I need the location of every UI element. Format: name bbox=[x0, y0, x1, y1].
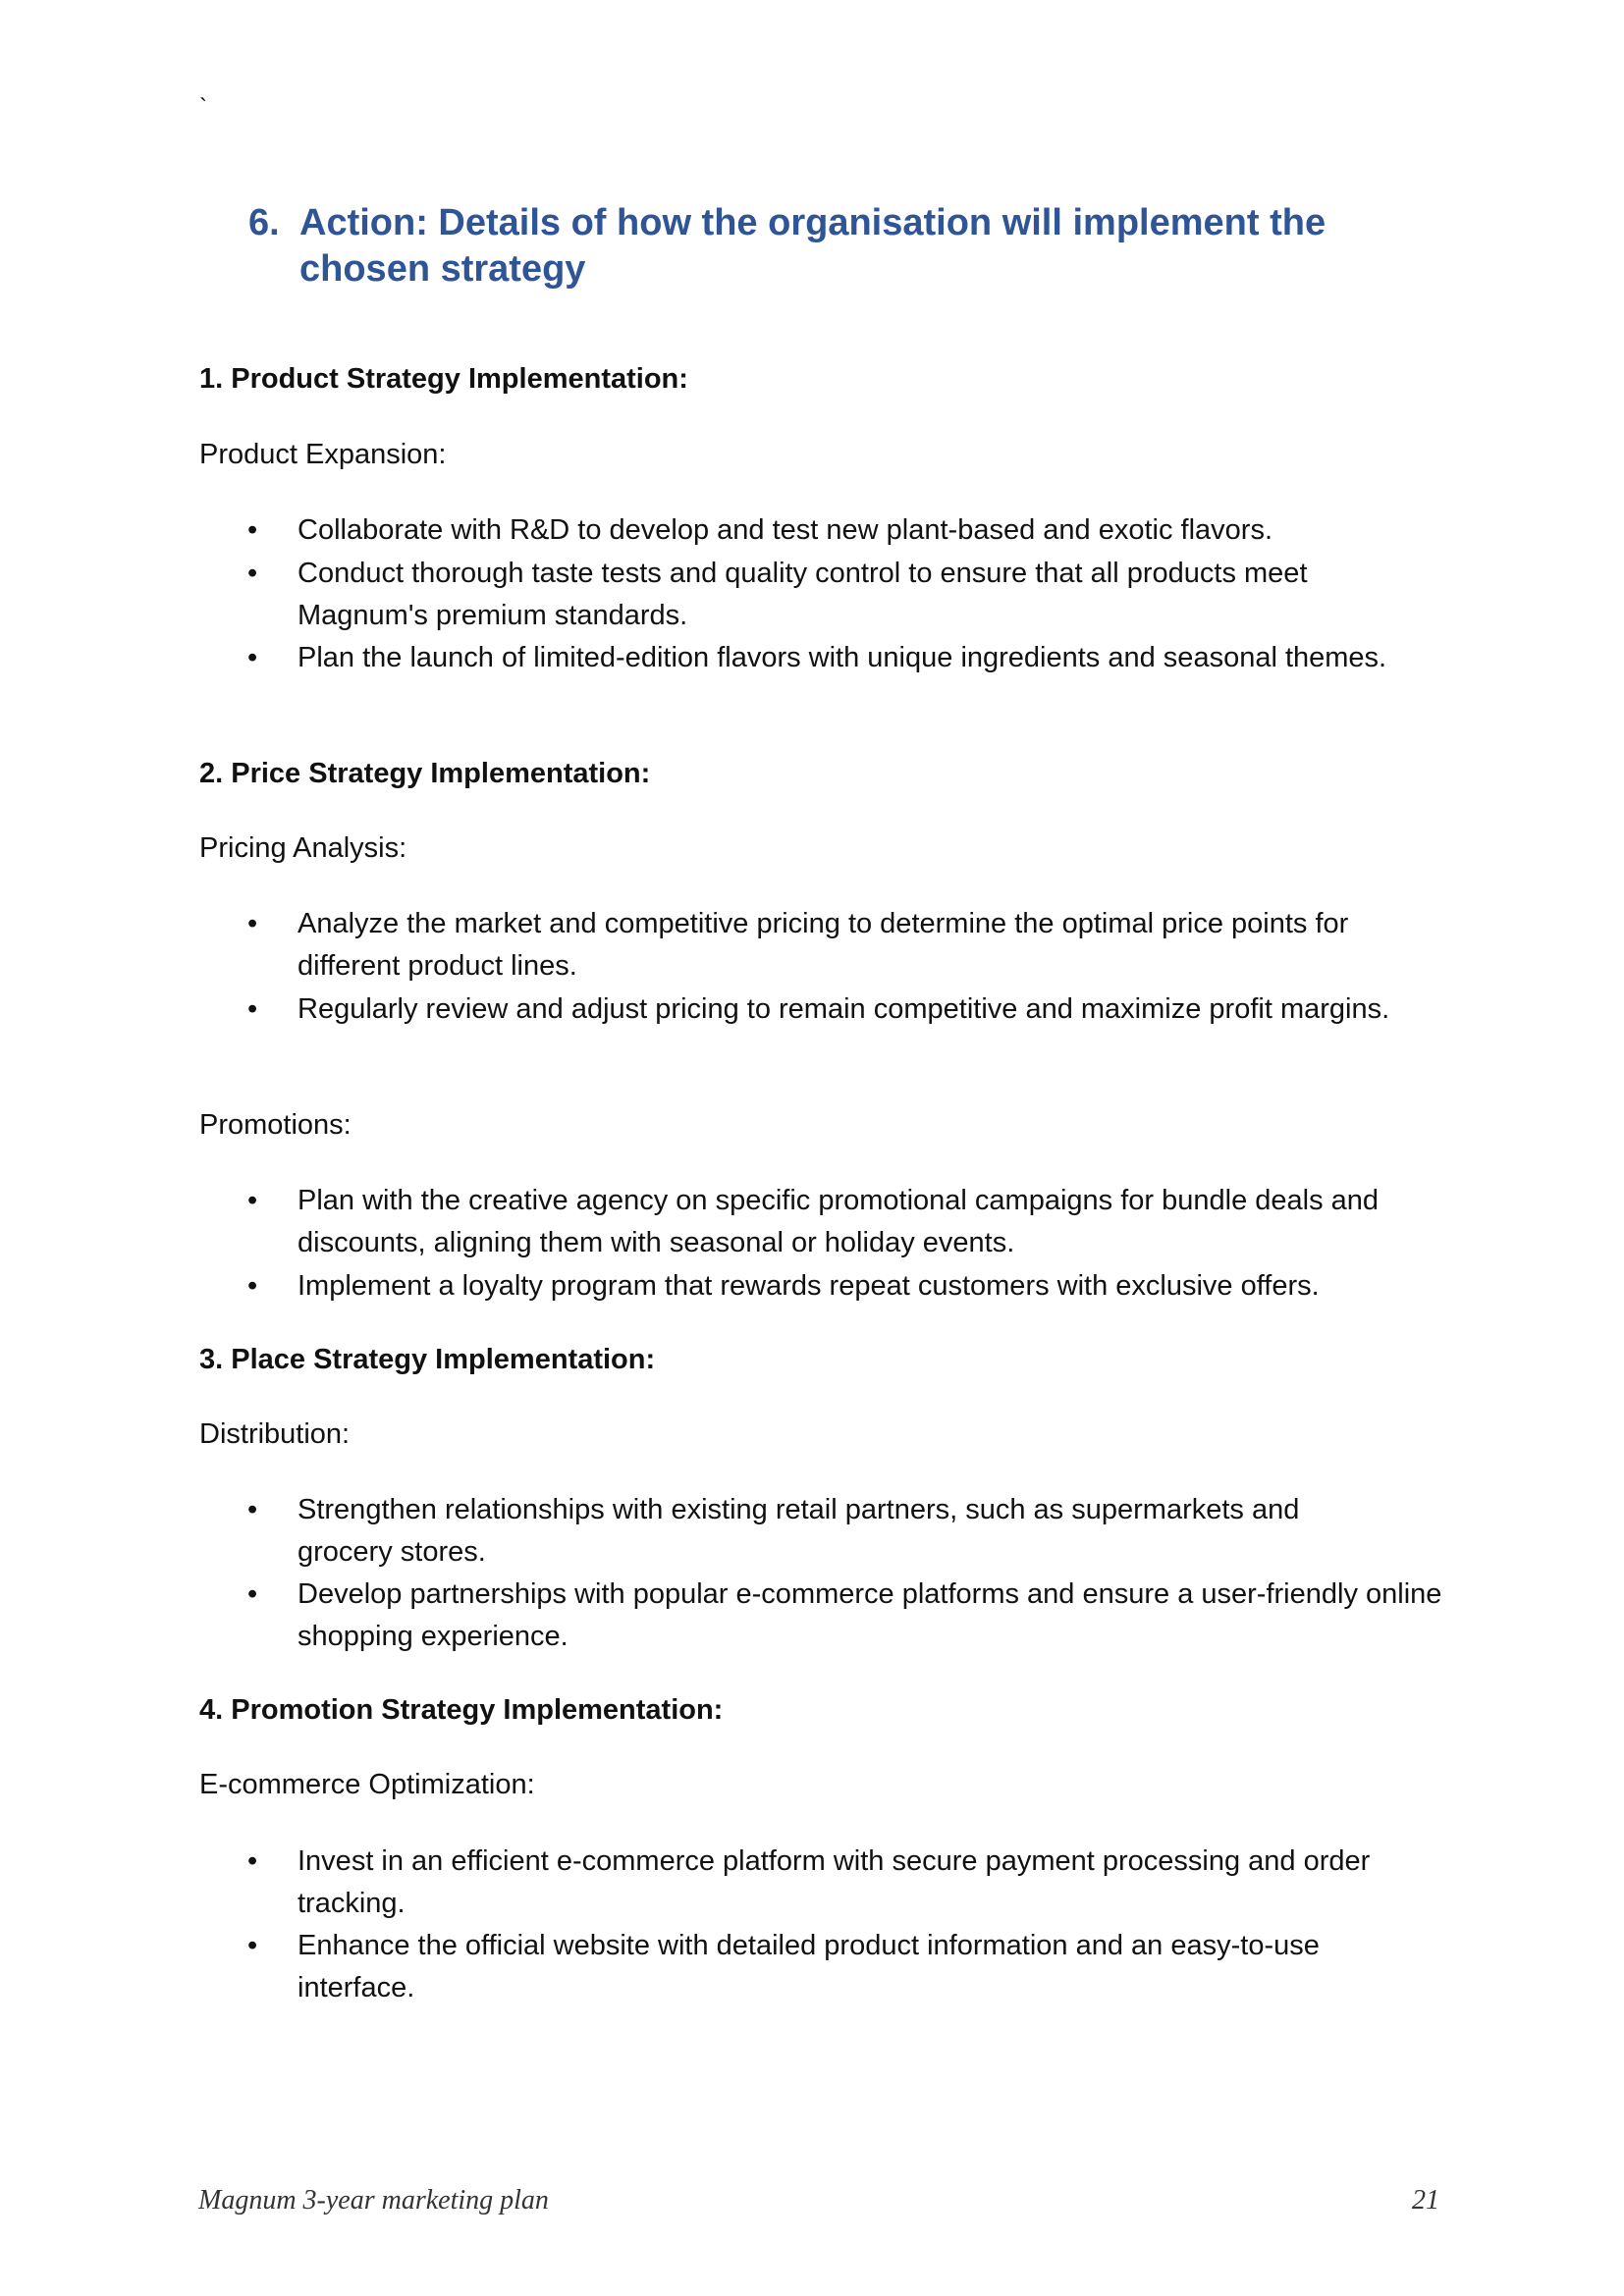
bullet-icon: • bbox=[247, 558, 258, 589]
stray-mark: ` bbox=[199, 94, 207, 121]
heading-number: 6. bbox=[248, 202, 280, 243]
bullet-icon: • bbox=[247, 908, 258, 939]
bullet-icon: • bbox=[247, 1185, 258, 1216]
heading-text: Action: Details of how the organisation will implement the chosen strategy bbox=[299, 202, 1326, 290]
group-label: E-commerce Optimization: bbox=[199, 1769, 535, 1800]
bullet-icon: • bbox=[247, 514, 258, 546]
bullet-icon: • bbox=[247, 993, 258, 1025]
group-label: Distribution: bbox=[199, 1418, 351, 1450]
footer-title: Magnum 3-year marketing plan bbox=[198, 2185, 549, 2216]
page-number: 21 bbox=[1412, 2185, 1439, 2216]
group-label: Product Expansion: bbox=[199, 439, 447, 470]
group-label: Promotions: bbox=[199, 1109, 352, 1141]
section-title: 3. Place Strategy Implementation: bbox=[199, 1344, 656, 1375]
section-title: 2. Price Strategy Implementation: bbox=[199, 758, 651, 789]
bullet-icon: • bbox=[247, 1578, 258, 1610]
bullet-icon: • bbox=[247, 642, 258, 673]
section-title: 4. Promotion Strategy Implementation: bbox=[199, 1694, 724, 1726]
section-title: 1. Product Strategy Implementation: bbox=[199, 363, 688, 395]
bullet-icon: • bbox=[247, 1930, 258, 1961]
bullet-icon: • bbox=[247, 1845, 258, 1877]
document-page: ` 6. Action: Details of how the organisation will implement the chosen strategy 1. Product Strategy Implementation: Product Expansion: • Collaborate with R&D to develop and test new plant-based and exotic flavors. • Conduct thorough taste tests and quality control to ensure that all products meet Magnum's premium standards. • Plan the launch of limited-edition flavors with unique ingredients and seasonal themes. 2. Price Strategy Implementation: Pricing Analysis: • Analyze the market and competitive pricing to determine the optimal price points for different product lines. • Regularly review and adjust pricing to remain competitive and maximize profit margins. Promotions: • Plan with the creative agency on specific promotional campaigns for bundle deals and discounts, aligning them with seasonal or holiday events. • Implement a loyalty program that rewards repeat customers with exclusive offers. 3. Place Strategy Implementation: Distribution: • Strengthen relationships with existing retail partners, such as supermarkets and grocery stores. • Develop partnerships with popular e-commerce platforms and ensure a user-friendly online shopping experience. 4. Promotion Strategy Implementation: E-commerce Optimization: • Invest in an efficient e-commerce platform with secure payment processing and order tracking. • Enhance the official website with detailed product information and an easy-to-use interface. Magnum 3-year marketing plan 21 bbox=[0, 0, 1624, 2296]
group-label: Pricing Analysis: bbox=[199, 832, 407, 864]
bullet-icon: • bbox=[247, 1494, 258, 1525]
bullet-icon: • bbox=[247, 1270, 258, 1302]
